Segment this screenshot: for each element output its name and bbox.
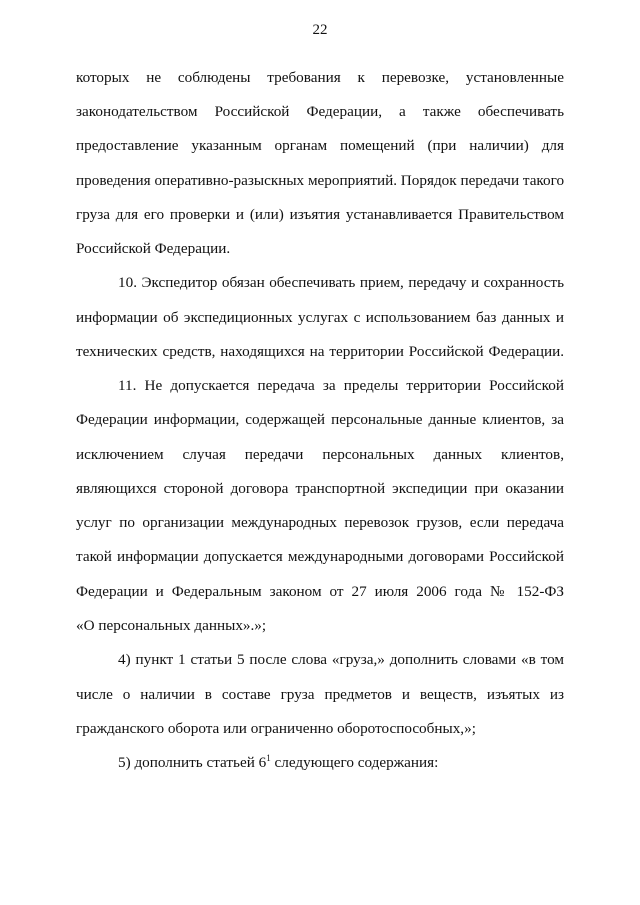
text-line: услуг по организации международных перевозок грузов, если передача <box>76 514 564 531</box>
text-line: Российской Федерации. <box>76 240 231 257</box>
text-line: проведения оперативно-разыскных мероприятий. Порядок передачи такого <box>76 172 565 189</box>
text-line: являющихся стороной договора транспортной экспедиции при оказании <box>76 480 564 497</box>
text-line: исключением случая передачи персональных данных клиентов, <box>76 446 564 463</box>
text-line: законодательством Российской Федерации, а также обеспечивать <box>76 103 564 120</box>
paragraph-10-start: 10. Экспедитор обязан обеспечивать прием, передачу и сохранность <box>118 274 564 291</box>
text-line: гражданского оборота или ограниченно оборотоспособных,»; <box>76 720 476 737</box>
page-number: 22 <box>312 22 328 38</box>
text-line: предоставление указанным органам помещений (при наличии) для <box>76 137 564 154</box>
text-line: числе о наличии в составе груза предметов и веществ, изъятых из <box>76 686 564 703</box>
text-line: информации об экспедиционных услугах с использованием баз данных и <box>76 309 564 326</box>
text-line: Федерации и Федеральным законом от 27 июля 2006 года № 152-ФЗ <box>76 583 564 600</box>
superscript-index: 1 <box>266 753 271 763</box>
item-4-start: 4) пункт 1 статьи 5 после слова «груза,» дополнить словами «в том <box>118 651 564 668</box>
text-line: «О персональных данных».»; <box>76 617 267 634</box>
item-5-text: 5) дополнить статьей 6 <box>118 754 267 771</box>
paragraph-11-start: 11. Не допускается передача за пределы территории Российской <box>118 377 564 394</box>
text-line: груза для его проверки и (или) изъятия устанавливается Правительством <box>76 206 564 223</box>
item-5-text-tail: следующего содержания: <box>270 754 439 771</box>
text-line: которых не соблюдены требования к перевозке, установленные <box>76 69 564 86</box>
text-line: Федерации информации, содержащей персональные данные клиентов, за <box>76 411 564 428</box>
item-5-line <box>118 753 564 773</box>
text-line: технических средств, находящихся на территории Российской Федерации. <box>76 343 564 360</box>
text-line: такой информации допускается международными договорами Российской <box>76 548 564 565</box>
